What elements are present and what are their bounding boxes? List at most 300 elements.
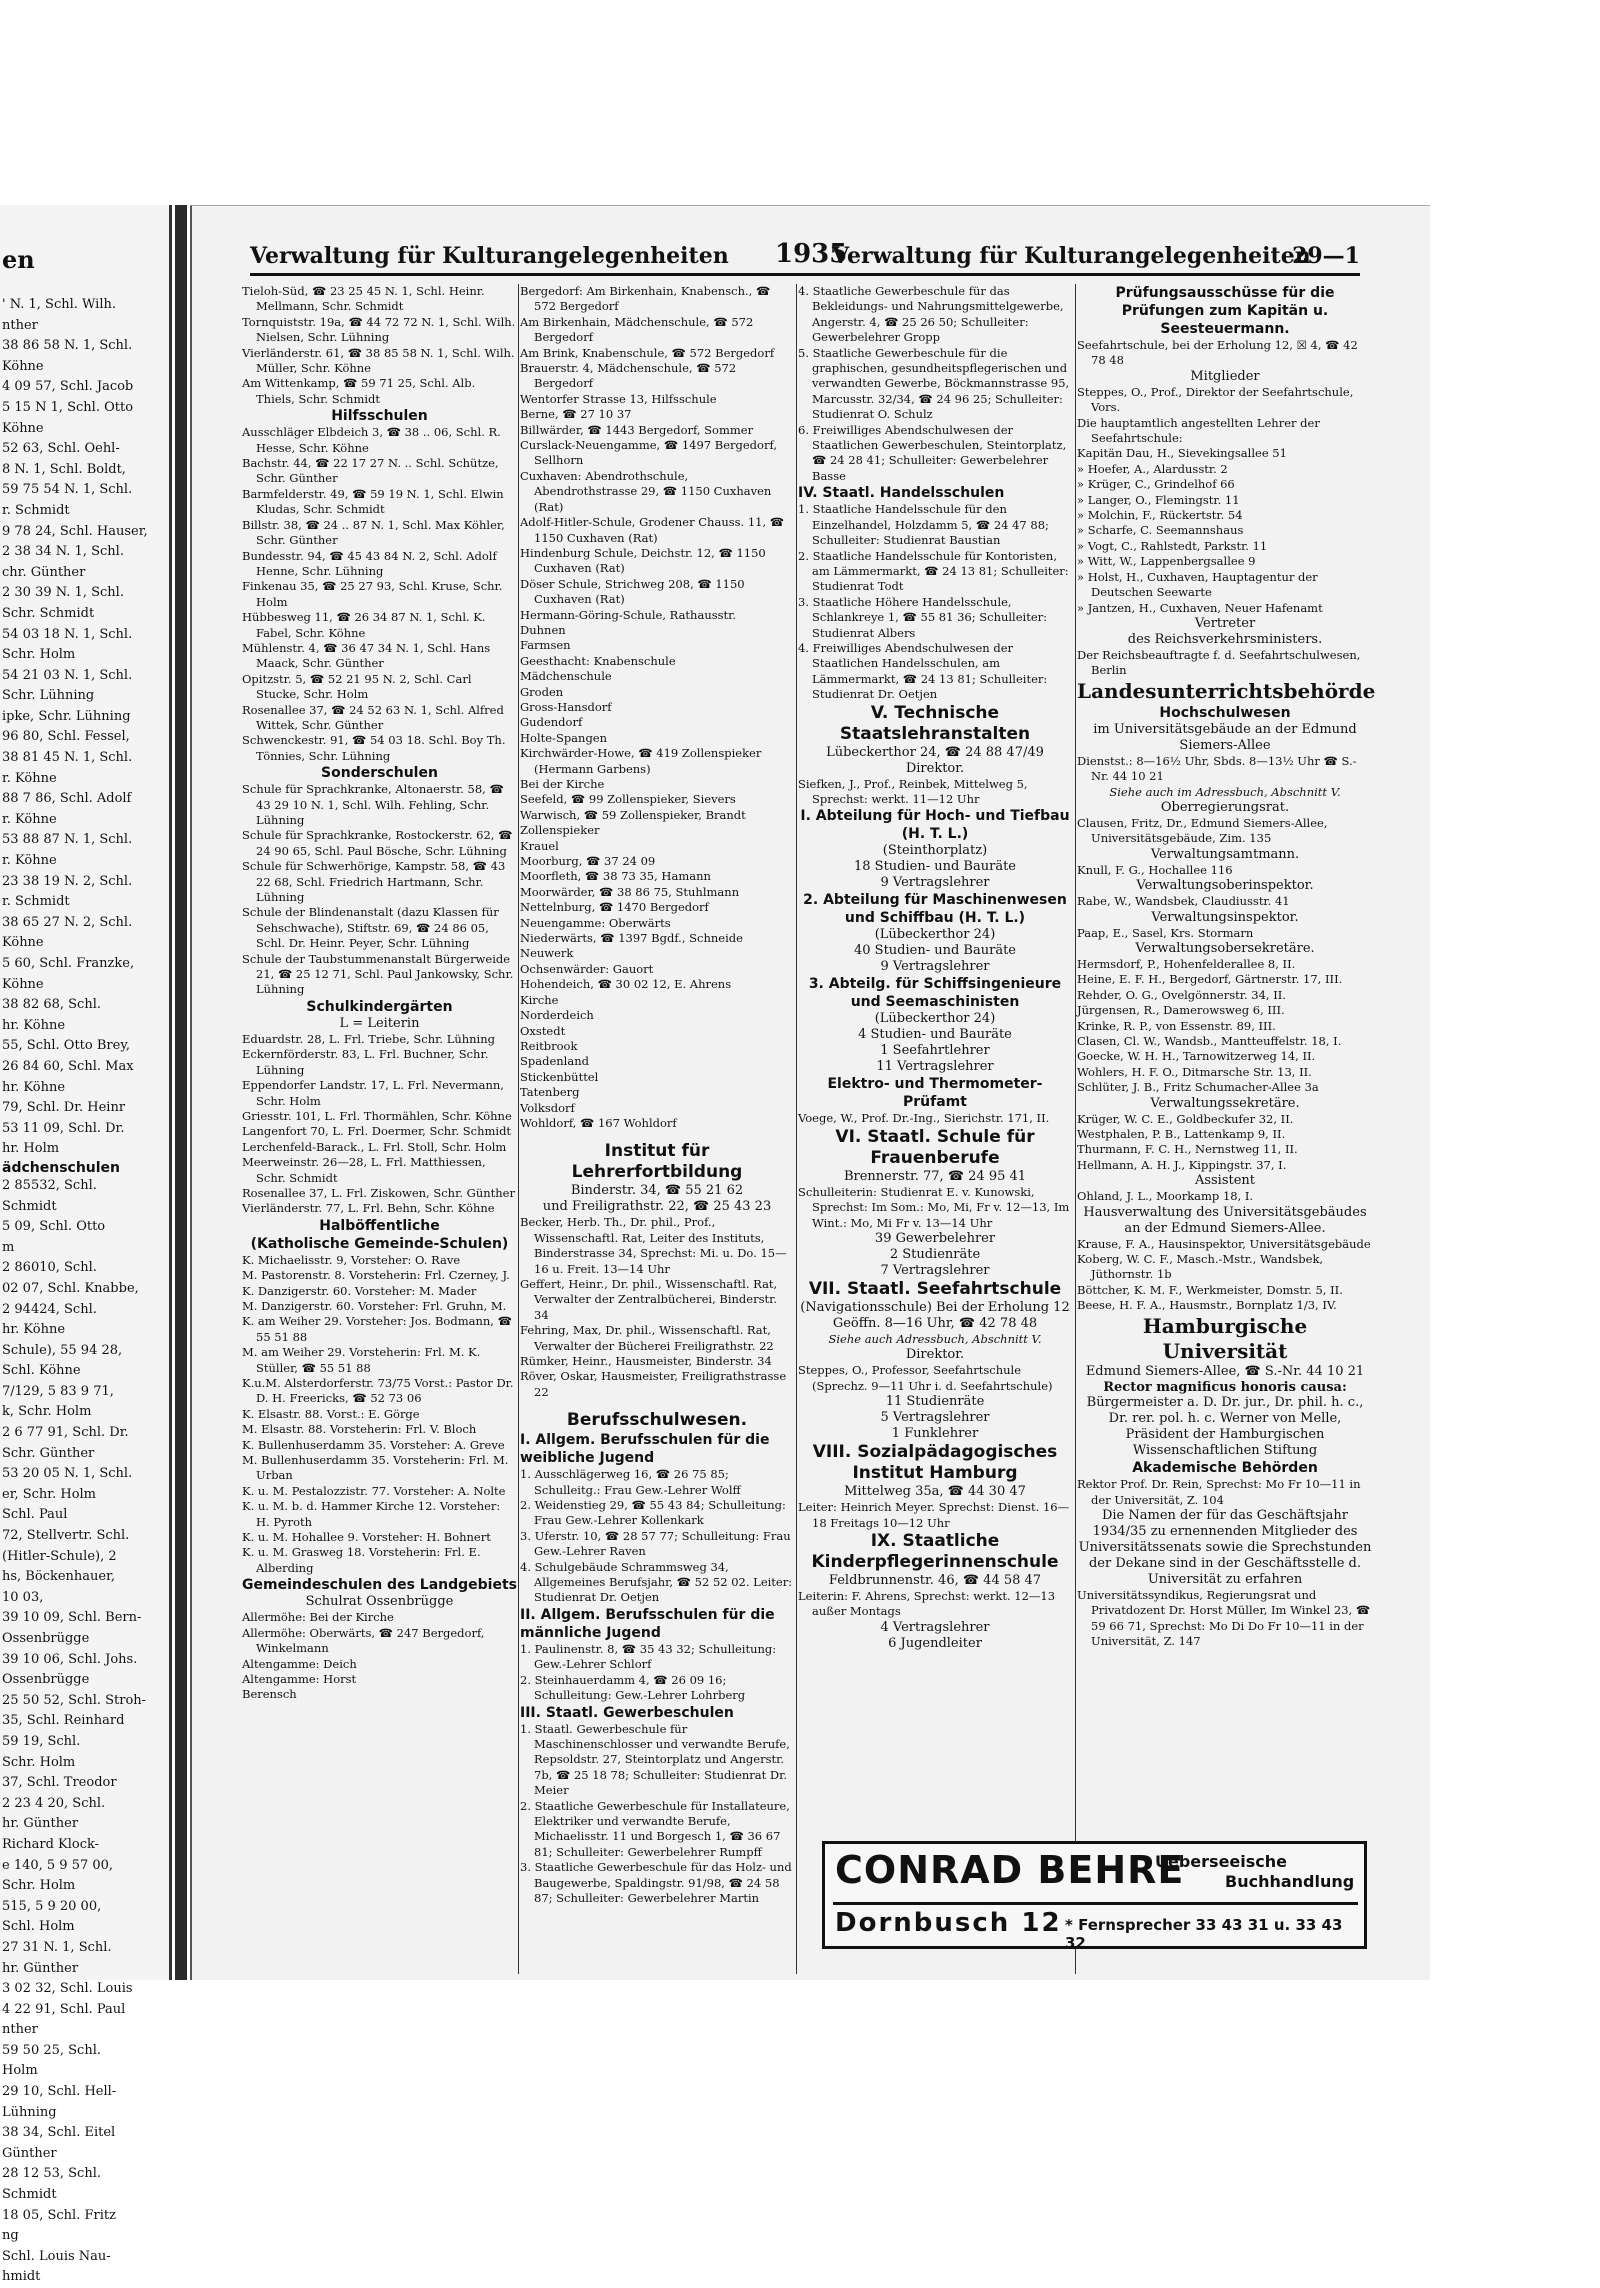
entry: Billstr. 38, ☎ 24 .. 87 N. 1, Schl. Max Köhler, Schr. Günther [242, 517, 505, 548]
book-gutter [175, 205, 187, 1980]
centered-line: 9 Vertragslehrer [880, 875, 990, 891]
left-line: Schule), 55 94 28, [2, 1342, 123, 1358]
centered-line: 9 Vertragslehrer [880, 959, 990, 975]
entry: Vierländerstr. 61, ☎ 38 85 58 N. 1, Schl. Wilh. Müller, Schr. Köhne [242, 345, 515, 376]
centered-line: Verwaltungssekretäre. [1150, 1095, 1300, 1111]
entry: Farmsen [520, 638, 571, 653]
section-heading: IX. Staatliche Kinderpflegerinnenschule [811, 1531, 1059, 1573]
centered-line: 5 Vertragslehrer [880, 1410, 990, 1426]
left-line: Lühning [2, 2104, 57, 2120]
entry: 2. Steinhauerdamm 4, ☎ 26 09 16; Schulleitung: Gew.-Lehrer Lohrberg [520, 1672, 746, 1703]
left-line: 25 50 52, Schl. Stroh- [2, 1692, 147, 1708]
left-line: 38 86 58 N. 1, Schl. [2, 338, 133, 354]
major-heading: Landesunterrichtsbehörde [1077, 678, 1376, 703]
section-heading: Halböffentliche [319, 1217, 440, 1234]
entry: Bundesstr. 94, ☎ 45 43 84 N. 2, Schl. Adolf Henne, Schr. Lühning [242, 548, 497, 578]
centered-line: (Lübeckerthor 24) [874, 1011, 996, 1027]
entry: Altengamme: Horst [242, 1671, 357, 1686]
centered-line: 7 Vertragslehrer [880, 1263, 990, 1278]
entry: Am Wittenkamp, ☎ 59 71 25, Schl. Alb. Thiels, Schr. Schmidt [242, 376, 476, 406]
entry: Döser Schule, Strichweg 208, ☎ 1150 Cuxhaven (Rat) [520, 576, 745, 607]
centered-line: Schulrat Ossenbrügge [305, 1594, 454, 1610]
entry: 5. Staatliche Gewerbeschule für die graphischen, gesundheitspflegerischen und verwandten Gewerbe, Böckmannstrasse 95, Marcusstr. 32/34, ☎ 24 96 25; Schulleiter: Studienrat O. Schulz [798, 345, 1070, 422]
entry: K. Elsastr. 88. Vorst.: E. Görge [242, 1406, 420, 1421]
left-line: hr. Holm [2, 1141, 60, 1157]
entry: Becker, Herb. Th., Dr. phil., Prof., Wissenschaftl. Rat, Leiter des Instituts, Binderstrasse 34, Sprechst: Mi. u. Do. 15—16 u. Freit. 13—14 Uhr [520, 1215, 787, 1276]
left-line: 38 82 68, Schl. [2, 997, 102, 1013]
entry: Der Reichsbeauftragte f. d. Seefahrtschulwesen, Berlin [1077, 647, 1361, 678]
section-heading: VIII. Sozialpädagogisches Institut Hamburg [812, 1442, 1058, 1484]
page-number: 29—1 [1292, 243, 1360, 269]
section-heading: (Katholische Gemeinde-Schulen) [250, 1235, 509, 1252]
entry: Reitbrook [520, 1038, 578, 1053]
entry: Kirchwärder-Howe, ☎ 419 Zollenspieker (Hermann Garbens) [520, 746, 762, 776]
entry: Moorfleth, ☎ 38 73 35, Hamann [520, 869, 711, 884]
entry: Westphalen, P. B., Lattenkamp 9, II. [1077, 1127, 1286, 1142]
left-line: (Hitler-Schule), 2 [2, 1548, 117, 1564]
left-line: Schr. Günther [2, 1445, 95, 1461]
entry: Clasen, Cl. W., Wandsb., Mantteuffelstr. 18, I. [1077, 1034, 1342, 1048]
entry: Eppendorfer Landstr. 17, L. Frl. Nevermann, Schr. Holm [242, 1078, 504, 1108]
entry: Curslack-Neuengamme, ☎ 1497 Bergedorf, Sellhorn [520, 438, 777, 468]
entry: Opitzstr. 5, ☎ 52 21 95 N. 2, Schl. Carl Stucke, Schr. Holm [242, 671, 472, 702]
entry: Clausen, Fritz, Dr., Edmund Siemers-Allee, Universitätsgebäude, Zim. 135 [1077, 815, 1328, 846]
entry: M. Bullenhuserdamm 35. Vorsteherin: Frl. M. Urban [242, 1453, 509, 1483]
entry: Bei der Kirche [520, 777, 605, 791]
left-running-head: en [2, 245, 35, 274]
entry: K. u. M. b. d. Hammer Kirche 12. Vorsteher: H. Pyroth [242, 1499, 501, 1529]
left-line: 37, Schl. Treodor [2, 1775, 117, 1791]
entry: Am Brink, Knabenschule, ☎ 572 Bergedorf [520, 345, 775, 360]
centered-line: 11 Studienräte [885, 1394, 985, 1410]
centered-line: Rector magnificus honoris causa: [1103, 1379, 1347, 1395]
left-line: Schr. Lühning [2, 688, 95, 704]
centered-line: L = Leiterin [339, 1015, 420, 1031]
left-line: Schl. Köhne [2, 1363, 81, 1379]
header-year: 1935 [775, 239, 848, 269]
entry: Duhnen [520, 622, 566, 637]
entry: Jürgensen, R., Damerowsweg 6, III. [1077, 1003, 1285, 1018]
left-line: 59 50 25, Schl. [2, 2042, 102, 2058]
centered-line: Verwaltungsamtmann. [1150, 846, 1300, 862]
entry: M. Elsastr. 88. Vorsteherin: Frl. V. Bloch [242, 1422, 477, 1437]
left-line: 515, 5 9 20 00, [2, 1898, 102, 1914]
column-4 [1077, 284, 1376, 1650]
left-line: 2 94424, Schl. [2, 1301, 97, 1317]
entry: Bergedorf: Am Birkenhain, Knabensch., ☎ 572 Bergedorf [520, 284, 771, 314]
entry: Tornquiststr. 19a, ☎ 44 72 72 N. 1, Schl. Wilh. Nielsen, Schr. Lühning [242, 314, 516, 345]
entry: 3. Staatliche Höhere Handelsschule, Schlankreye 1, ☎ 55 81 36; Schulleiter: Studienrat Albers [798, 594, 1048, 640]
centered-line: Geöffn. 8—16 Uhr, ☎ 42 78 48 [832, 1316, 1038, 1331]
centered-line: (Lübeckerthor 24) [874, 927, 996, 943]
entry: Neuengamme: Oberwärts [520, 915, 671, 930]
left-line: 29 10, Schl. Hell- [2, 2084, 117, 2100]
entry: Goecke, W. H. H., Tarnowitzerweg 14, II. [1077, 1049, 1316, 1064]
section-heading: 3. Abteilg. für Schiffsingenieure und Seemaschinisten [808, 976, 1062, 1011]
section-heading: IV. Staatl. Handelsschulen [798, 485, 1005, 502]
centered-line: Direktor. [905, 760, 965, 776]
entry: Tatenberg [520, 1085, 580, 1100]
entry: » Jantzen, H., Cuxhaven, Neuer Hafenamt [1077, 600, 1323, 615]
entry: Siefken, J., Prof., Reinbek, Mittelweg 5, Sprechst: werkt. 11—12 Uhr [798, 776, 1028, 806]
entry: Beese, H. F. A., Hausmstr., Bornplatz 1/3, IV. [1077, 1298, 1337, 1313]
entry: Thurmann, F. C. H., Nernstweg 11, II. [1077, 1142, 1298, 1157]
entry: Gudendorf [520, 715, 583, 730]
centered-line: Bürgermeister a. D. Dr. jur., Dr. phil. h. c., Dr. rer. pol. h. c. Werner von Melle, Präsident der Hamburgischen Wissenschaftlichen Stiftung [1086, 1395, 1364, 1459]
left-line: Köhne [2, 976, 44, 992]
column-2 [520, 284, 794, 1906]
entry: Norderdeich [520, 1008, 594, 1023]
left-line: Schr. Schmidt [2, 605, 95, 621]
entry: Röver, Oskar, Hausmeister, Freiligrathstrasse 22 [520, 1369, 787, 1399]
left-line: 79, Schl. Dr. Heinr [2, 1100, 126, 1116]
entry: 2. Staatliche Handelsschule für Kontoristen, am Lämmermarkt, ☎ 24 13 81; Schulleiter: Studienrat Todt [798, 548, 1069, 594]
entry: Knull, F. G., Hochallee 116 [1077, 862, 1233, 877]
centered-line: Mittelweg 35a, ☎ 44 30 47 [844, 1484, 1026, 1500]
entry: » Vogt, C., Rahlstedt, Parkstr. 11 [1077, 538, 1268, 553]
entry: K.u.M. Alsterdorferstr. 73/75 Vorst.: Pastor Dr. D. H. Freericks, ☎ 52 73 06 [242, 1376, 514, 1406]
left-line: 2 6 77 91, Schl. Dr. [2, 1425, 129, 1441]
directory-page [190, 205, 1430, 1980]
section-heading: Berufsschulwesen. [566, 1410, 748, 1431]
entry: K. Danzigerstr. 60. Vorsteher: M. Mader [242, 1283, 477, 1298]
entry: Hermann-Göring-Schule, Rathausstr. [520, 607, 737, 622]
entry: Seefeld, ☎ 99 Zollenspieker, Sievers [520, 792, 736, 807]
entry: 4. Staatliche Gewerbeschule für das Bekleidungs- und Nahrungsmittelgewerbe, Angerstr. 4, ☎ 25 26 50; Schulleiter: Gewerbelehrer Gropp [798, 284, 1064, 345]
left-line: r. Köhne [2, 853, 57, 869]
left-line: er, Schr. Holm [2, 1486, 97, 1502]
left-line: 8 N. 1, Schl. Boldt, [2, 461, 126, 477]
centered-line: Binderstr. 34, ☎ 55 21 62 [570, 1183, 744, 1199]
entry: 2. Staatliche Gewerbeschule für Installateure, Elektriker und verwandte Berufe, Michaelisstr. 11 und Borgesch 1, ☎ 36 67 81; Schulleiter: Gewerbelehrer Rumpff [520, 1798, 790, 1859]
entry: Meerweinstr. 26—28, L. Frl. Matthiessen, Schr. Schmidt [242, 1155, 486, 1185]
entry: 6. Freiwilliges Abendschulwesen der Staatlichen Gewerbeschulen, Steintorplatz, ☎ 24 28 41; Schulleiter: Gewerbelehrer Basse [798, 422, 1067, 483]
entry: Berne, ☎ 27 10 37 [520, 407, 632, 422]
ad-divider [833, 1902, 1358, 1905]
entry: Cuxhaven: Abendrothschule, Abendrothstrasse 29, ☎ 1150 Cuxhaven (Rat) [520, 468, 772, 514]
centered-line: Feldbrunnenstr. 46, ☎ 44 58 47 [828, 1573, 1042, 1589]
section-heading: Schulkindergärten [306, 998, 453, 1015]
entry: Schule für Sprachkranke, Altonaerstr. 58, ☎ 43 29 10 N. 1, Schl. Wilh. Fehling, Schr. Lühning [242, 782, 504, 827]
column-rule [796, 284, 797, 1974]
centered-line: 40 Studien- und Bauräte [853, 943, 1016, 959]
entry: Krause, F. A., Hausinspektor, Universitätsgebäude [1077, 1236, 1371, 1251]
left-line: ng [2, 2228, 19, 2244]
left-line: 18 05, Schl. Fritz [2, 2207, 116, 2223]
section-heading: II. Allgem. Berufsschulen für die männliche Jugend [520, 1606, 775, 1641]
left-line: 38 34, Schl. Eitel [2, 2125, 116, 2141]
left-line: nther [2, 2022, 38, 2038]
section-heading: Gemeindeschulen des Landgebiets [242, 1577, 517, 1594]
left-line: Richard Klock- [2, 1836, 100, 1852]
entry: Groden [520, 684, 564, 699]
left-line: 59 75 54 N. 1, Schl. [2, 482, 133, 498]
entry: Rosenallee 37, L. Frl. Ziskowen, Schr. Günther [242, 1185, 515, 1200]
left-line: 88 7 86, Schl. Adolf [2, 791, 132, 807]
left-line: hs, Böckenhauer, [2, 1569, 116, 1585]
entry: Schulleiterin: Studienrat E. v. Kunowski, Sprechst: Im Som.: Mo, Mi, Fr v. 12—13, Im Wint.: Mo, Mi Fr v. 13—14 Uhr [798, 1184, 1070, 1230]
entry: M. Pastorenstr. 8. Vorsteherin: Frl. Czerney, J. [242, 1268, 510, 1283]
entry: Mädchenschule [520, 669, 612, 684]
section-heading: Hilfsschulen [331, 408, 428, 425]
entry: » Witt, W., Lappenbergsallee 9 [1077, 554, 1256, 569]
left-line: ipke, Schr. Lühning [2, 708, 131, 724]
entry: Schlüter, J. B., Fritz Schumacher-Allee 3a [1077, 1080, 1319, 1095]
entry: Rümker, Heinr., Hausmeister, Binderstr. 34 [520, 1354, 772, 1368]
centered-line: Brennerstr. 77, ☎ 24 95 41 [843, 1168, 1027, 1184]
left-line: Schl. Paul [2, 1507, 68, 1523]
ad-phone: * Fernsprecher 33 43 31 u. 33 43 32 [1065, 1916, 1343, 1952]
entry: Ausschläger Elbdeich 3, ☎ 38 .. 06, Schl. R. Hesse, Schr. Köhne [242, 425, 501, 455]
entry: Altengamme: Deich [242, 1656, 357, 1671]
left-line: r. Köhne [2, 770, 57, 786]
entry: Lerchenfeld-Barack., L. Frl. Stoll, Schr. Holm [242, 1139, 507, 1154]
column-1 [242, 284, 517, 1703]
left-line: 96 80, Schl. Fessel, [2, 729, 130, 745]
left-line: hr. Köhne [2, 1322, 66, 1338]
left-line: Schmidt [2, 1198, 57, 1214]
left-line: ' N. 1, Schl. Wilh. [2, 297, 116, 312]
left-line: 2 23 4 20, Schl. [2, 1795, 106, 1811]
centered-line: (Navigationsschule) Bei der Erholung 12 [800, 1300, 1070, 1315]
left-line: Ossenbrügge [2, 1672, 90, 1688]
entry: 3. Uferstr. 10, ☎ 28 57 77; Schulleitung: Frau Gew.-Lehrer Raven [520, 1528, 791, 1559]
centered-line: Die Namen der für das Geschäftsjahr 1934/35 zu ernennenden Mitglieder des Universitätssenats sowie die Sprechstunden der Dekane sind in der Geschäftsstelle d. Universität zu erfahren [1078, 1507, 1372, 1587]
entry: 1. Paulinenstr. 8, ☎ 35 43 32; Schulleitung: Gew.-Lehrer Schlorf [520, 1641, 777, 1672]
entry: Stickenbüttel [520, 1069, 599, 1084]
ad-line-2: Buchhandlung [1225, 1872, 1355, 1891]
entry: Wentorfer Strasse 13, Hilfsschule [520, 391, 717, 406]
entry: » Langer, O., Flemingstr. 11 [1077, 492, 1240, 507]
entry: Moorburg, ☎ 37 24 09 [520, 854, 656, 869]
left-line: 02 07, Schl. Knabbe, [2, 1280, 139, 1296]
left-line: 3 02 32, Schl. Louis [2, 1981, 133, 1997]
left-line: Köhne [2, 358, 44, 374]
left-line: 10 03, [2, 1589, 44, 1605]
entry: Rehder, O. G., Ovelgönnerstr. 34, II. [1077, 987, 1286, 1002]
left-line: Schr. Holm [2, 1878, 76, 1894]
centered-line: Lübeckerthor 24, ☎ 24 88 47/49 [826, 744, 1044, 760]
left-line: 2 38 34 N. 1, Schl. [2, 544, 124, 560]
centered-line: 1 Seefahrtlehrer [880, 1043, 990, 1059]
entry: Fehring, Max, Dr. phil., Wissenschaftl. Rat, Verwalter der Bücherei Freiligrathstr. 22 [520, 1323, 774, 1353]
entry: Barmfelderstr. 49, ☎ 59 19 N. 1, Schl. Elwin Kludas, Schr. Schmidt [242, 486, 504, 517]
left-line: r. Schmidt [2, 894, 70, 910]
centered-line: Verwaltungsoberinspektor. [1136, 878, 1314, 894]
left-line: chr. Günther [2, 564, 86, 580]
entry: Neuwerk [520, 946, 574, 961]
entry: 1. Ausschlägerweg 16, ☎ 26 75 85; Schulleitg.: Frau Gew.-Lehrer Wolff [520, 1467, 741, 1497]
centered-line: Assistent [1194, 1173, 1256, 1189]
left-line: 72, Stellvertr. Schl. [2, 1528, 130, 1544]
entry: » Hoefer, A., Alardusstr. 2 [1077, 461, 1228, 476]
left-line: r. Köhne [2, 811, 57, 827]
left-line: 52 63, Schl. Oehl- [2, 441, 120, 457]
left-line: 39 10 09, Schl. Bern- [2, 1610, 142, 1626]
entry: Griesstr. 101, L. Frl. Thormählen, Schr. Köhne [242, 1108, 512, 1123]
entry: Billwärder, ☎ 1443 Bergedorf, Sommer [520, 422, 754, 437]
centered-line: (Steinthorplatz) [882, 843, 988, 859]
ad-line-1: Ueberseeische [1155, 1852, 1287, 1871]
entry: Eduardstr. 28, L. Frl. Triebe, Schr. Lühning [242, 1031, 496, 1046]
centered-line: Mitglieder [1190, 368, 1260, 384]
entry: Kirche [520, 992, 559, 1007]
centered-line: 6 Jugendleiter [888, 1635, 982, 1651]
entry: Voege, W., Prof. Dr.-Ing., Sierichstr. 171, II. [798, 1111, 1050, 1126]
entry: Krauel [520, 838, 559, 853]
left-line: 53 11 09, Schl. Dr. [2, 1120, 125, 1136]
section-heading: Prüfungsausschüsse für die Prüfungen zum Kapitän u. Seesteuermann. [1115, 285, 1335, 337]
left-line: Holm [2, 2063, 38, 2079]
left-line: 7/129, 5 83 9 71, [2, 1383, 114, 1399]
centered-line: 4 Studien- und Bauräte [858, 1027, 1012, 1043]
left-line: nther [2, 317, 38, 333]
left-line: 59 19, Schl. [2, 1733, 81, 1749]
entry: Schule für Schwerhörige, Kampstr. 58, ☎ 43 22 68, Schl. Friedrich Hartmann, Schr. Lühning [242, 859, 506, 905]
section-heading: III. Staatl. Gewerbeschulen [520, 1704, 734, 1721]
entry: Eckernförderstr. 83, L. Frl. Buchner, Schr. Lühning [242, 1047, 489, 1077]
centered-line: Edmund Siemers-Allee, ☎ S.-Nr. 44 10 21 [1085, 1363, 1365, 1379]
centered-line: 4 Vertragslehrer [880, 1619, 990, 1635]
entry: 4. Schulgebäude Schrammsweg 34, Allgemeines Berufsjahr, ☎ 52 52 02. Leiter: Studienrat Dr. Oetjen [520, 1559, 793, 1605]
ad-street: Dornbusch 12 [835, 1908, 1062, 1938]
entry: Mühlenstr. 4, ☎ 36 47 34 N. 1, Schl. Hans Maack, Schr. Günther [242, 640, 491, 671]
ad-name: CONRAD BEHRE [835, 1848, 1185, 1892]
left-line: Köhne [2, 420, 44, 436]
spacer [520, 1131, 794, 1141]
entry: Bachstr. 44, ☎ 22 17 27 N. .. Schl. Schütze, Schr. Günther [242, 456, 499, 486]
left-line: Ossenbrügge [2, 1631, 90, 1646]
entry: Warwisch, ☎ 59 Zollenspieker, Brandt [520, 807, 746, 822]
entry: 1. Staatliche Handelsschule für den Einzelhandel, Holzdamm 5, ☎ 24 47 88; Schulleiter: Studienrat Baustian [798, 502, 1049, 548]
entry: Wohldorf, ☎ 167 Wohldorf [520, 1115, 677, 1130]
entry: K. u. M. Pestalozzistr. 77. Vorsteher: A. Nolte [242, 1483, 506, 1498]
entry: Kapitän Dau, H., Sievekingsallee 51 [1077, 446, 1287, 461]
left-line: 4 22 91, Schl. Paul [2, 2001, 126, 2017]
header-title-right: Verwaltung für Kulturangelegenheiten [832, 243, 1311, 269]
entry: Am Birkenhain, Mädchenschule, ☎ 572 Bergedorf [520, 314, 754, 345]
entry: Moorwärder, ☎ 38 86 75, Stuhlmann [520, 884, 740, 899]
entry: Geffert, Heinr., Dr. phil., Wissenschaftl. Rat, Verwalter der Zentralbücherei, Binderstr. 34 [520, 1276, 778, 1322]
centered-line: 18 Studien- und Bauräte [853, 859, 1016, 875]
section-heading: Akademische Behörden [1132, 1460, 1318, 1477]
left-line: hr. Köhne [2, 1079, 66, 1095]
entry: Allermöhe: Oberwärts, ☎ 247 Bergedorf, Winkelmann [242, 1625, 485, 1656]
entry: K. u. M. Grasweg 18. Vorsteherin: Frl. E. Alberding [242, 1545, 481, 1575]
entry: Heine, E. F. H., Bergedorf, Gärtnerstr. 17, III. [1077, 972, 1343, 987]
entry: Seefahrtschule, bei der Erholung 12, ☒ 4, ☎ 42 78 48 [1077, 338, 1358, 368]
section-heading: Institut für Lehrerfortbildung [571, 1141, 743, 1183]
section-heading: V. Technische Staatslehranstalten [839, 702, 1031, 744]
column-3 [798, 284, 1072, 1652]
entry: Paap, E., Sasel, Krs. Stormarn [1077, 925, 1254, 940]
entry: Die hauptamtlich angestellten Lehrer der Seefahrtschule: [1077, 415, 1320, 446]
centered-line: Vertreter [1194, 615, 1256, 631]
section-heading: I. Abteilung für Hoch- und Tiefbau (H. T. L.) [800, 808, 1070, 843]
centered-line: im Universitätsgebäude an der Edmund Siemers-Allee [1093, 721, 1357, 753]
entry: Leiter: Heinrich Meyer. Sprechst: Dienst. 16—18 Freitags 10—12 Uhr [798, 1500, 1070, 1530]
left-page-fragment [0, 205, 172, 2285]
entry: K. am Weiher 29. Vorsteher: Jos. Bodmann, ☎ 55 51 88 [242, 1314, 512, 1344]
entry: » Molchin, F., Rückertstr. 54 [1077, 508, 1243, 523]
section-heading: 2. Abteilung für Maschinenwesen und Schiffbau (H. T. L.) [803, 892, 1067, 927]
left-line: Köhne [2, 935, 44, 951]
entry: Koberg, W. C. F., Masch.-Mstr., Wandsbek, Jüthornstr. 1b [1077, 1252, 1324, 1282]
centered-line: Verwaltungsinspektor. [1151, 909, 1299, 925]
left-line: 4 09 57, Schl. Jacob [2, 379, 134, 395]
entry: K. Michaelisstr. 9, Vorsteher: O. Rave [242, 1252, 461, 1267]
left-line: Günther [2, 2145, 57, 2161]
entry: Leiterin: F. Ahrens, Sprechst: werkt. 12—13 außer Montags [798, 1589, 1056, 1619]
cross-reference: Siehe auch im Adressbuch, Abschnitt V. [1109, 784, 1341, 799]
entry: Tieloh-Süd, ☎ 23 25 45 N. 1, Schl. Heinr. Mellmann, Schr. Schmidt [242, 284, 485, 314]
left-line: 35, Schl. Reinhard [2, 1713, 125, 1729]
entry: Krinke, R. P., von Essenstr. 89, III. [1077, 1018, 1276, 1033]
entry: Hohendeich, ☎ 30 02 12, E. Ahrens [520, 977, 732, 992]
centered-line: 39 Gewerbelehrer [874, 1231, 996, 1246]
centered-line: Oberregierungsrat. [1160, 799, 1290, 815]
entry: Schwenckestr. 91, ☎ 54 03 18. Schl. Boy Th. Tönnies, Schr. Lühning [242, 733, 506, 763]
entry: Zollenspieker [520, 823, 600, 838]
centered-line: 2 Studienräte [889, 1247, 981, 1262]
entry: 4. Freiwilliges Abendschulwesen der Staatlichen Handelsschulen, am Lämmermarkt, ☎ 24 13 81; Schulleiter: Studienrat Dr. Oetjen [798, 640, 1048, 702]
left-line: Schl. Holm [2, 1919, 75, 1935]
entry: Berensch [242, 1687, 297, 1702]
left-line: hr. Günther [2, 1960, 79, 1976]
column-rule [518, 284, 519, 1974]
centered-line: Direktor. [905, 1347, 965, 1363]
entry: Gross-Hansdorf [520, 699, 612, 714]
left-section-head: ädchenschulen [2, 1159, 121, 1176]
left-line: 53 88 87 N. 1, Schl. [2, 832, 133, 848]
section-heading: I. Allgem. Berufsschulen für die weibliche Jugend [520, 1432, 770, 1467]
entry: » Holst, H., Cuxhaven, Hauptagentur der Deutschen Seewarte [1077, 569, 1318, 600]
entry: » Scharfe, C. Seemannshaus [1077, 523, 1244, 538]
entry: Langenfort 70, L. Frl. Doermer, Schr. Schmidt [242, 1124, 512, 1139]
left-line: 5 09, Schl. Otto [2, 1219, 106, 1235]
entry: Finkenau 35, ☎ 25 27 93, Schl. Kruse, Schr. Holm [242, 579, 503, 609]
left-line: 26 84 60, Schl. Max [2, 1058, 134, 1074]
left-line: 5 15 N 1, Schl. Otto [2, 399, 134, 415]
entry: Schule für Sprachkranke, Rostockerstr. 62, ☎ 24 90 65, Schl. Paul Bösche, Schr. Lühning [242, 828, 513, 858]
left-line: 27 31 N. 1, Schl. [2, 1939, 112, 1955]
section-heading: Sonderschulen [321, 765, 438, 782]
entry: 2. Weidenstieg 29, ☎ 55 43 84; Schulleitung: Frau Gew.-Lehrer Kollenkark [520, 1498, 786, 1528]
entry: Spadenland [520, 1054, 589, 1069]
entry: Vierländerstr. 77, L. Frl. Behn, Schr. Köhne [242, 1201, 495, 1216]
entry: Rabe, W., Wandsbek, Claudiusstr. 41 [1077, 894, 1290, 909]
left-line: 9 78 24, Schl. Hauser, [2, 523, 148, 539]
entry: Dienstst.: 8—16½ Uhr, Sbds. 8—13½ Uhr ☎ S.-Nr. 44 10 21 [1077, 753, 1357, 784]
left-line: Schl. Louis Nau- [2, 2248, 111, 2264]
entry: Hellmann, A. H. J., Kippingstr. 37, I. [1077, 1157, 1287, 1172]
entry: Hindenburg Schule, Deichstr. 12, ☎ 1150 Cuxhaven (Rat) [520, 545, 766, 576]
centered-line: 1 Funklehrer [891, 1426, 979, 1442]
section-heading: VII. Staatl. Seefahrtschule [808, 1279, 1062, 1299]
left-line: hmidt [2, 2269, 41, 2285]
entry: Allermöhe: Bei der Kirche [242, 1610, 394, 1625]
left-line: Schmidt [2, 2187, 57, 2203]
entry: Schule der Taubstummenanstalt Bürgerweide 21, ☎ 25 12 71, Schl. Paul Jankowsky, Schr. Lühning [242, 951, 514, 997]
left-line: r. Schmidt [2, 502, 70, 518]
left-line: 2 85532, Schl. [2, 1177, 97, 1193]
centered-line: des Reichsverkehrsministers. [1127, 631, 1323, 647]
left-line: 55, Schl. Otto Brey, [2, 1038, 131, 1054]
left-line: 2 86010, Schl. [2, 1260, 97, 1276]
header-title-left: Verwaltung für Kulturangelegenheiten [250, 243, 729, 269]
entry: Oxstedt [520, 1023, 566, 1038]
entry: Niederwärts, ☎ 1397 Bgdf., Schneide [520, 931, 743, 946]
